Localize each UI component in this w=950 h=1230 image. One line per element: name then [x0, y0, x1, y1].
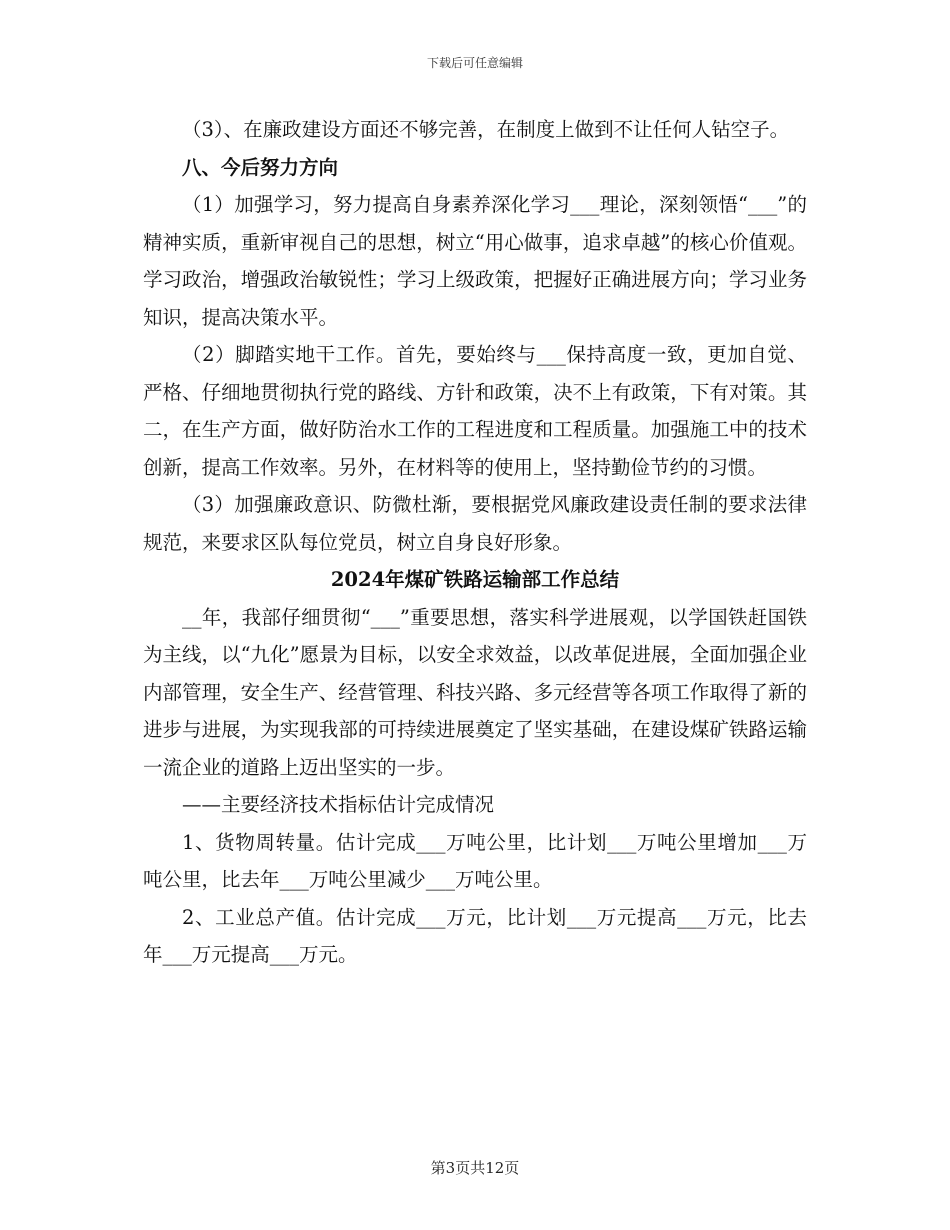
paragraph-practical-work: （2）脚踏实地干工作。首先，要始终与___保持高度一致，更加自觉、严格、仔细地贯彻执行党的路线、方针和政策，决不上有政策，下有对策。其二，在生产方面，做好防治水工作的工程进度和工程质量。加强施工中的技术创新，提高工作效率。另外，在材料等的使用上，坚持勤俭节约的习惯。 — [143, 343, 807, 479]
page-header: 下载后可任意编辑 — [426, 56, 523, 70]
document-body — [143, 111, 807, 974]
paragraph-strengthen-learning: （1）加强学习，努力提高自身素养深化学习___理论，深刻领悟“___”的精神实质，重新审视自己的思想，树立“用心做事，追求卓越”的核心价值观。学习政治，增强政治敏锐性；学习上级政策，把握好正确进展方向；学习业务知识，提高决策水平。 — [143, 193, 807, 329]
page-number: 第3页共12页 — [430, 1159, 520, 1177]
paragraph-integrity-awareness: （3）加强廉政意识、防微杜渐，要根据党风廉政建设责任制的要求法律规范，来要求区队每位党员，树立自身良好形象。 — [143, 493, 807, 554]
section-heading-future-direction: 八、今后努力方向 — [182, 155, 339, 179]
paragraph-annual-summary: __年，我部仔细贯彻“___”重要思想，落实科学进展观，以学国铁赶国铁为主线，以“九化”愿景为目标，以安全求效益，以改革促进展，全面加强企业内部管理，安全生产、经营管理、科技兴路、多元经营等各项工作取得了新的进步与进展，为实现我部的可持续进展奠定了坚实基础，在建设煤矿铁路运输一流企业的道路上迈出坚实的一步。 — [143, 605, 807, 779]
paragraph-industrial-output: 2、工业总产值。估计完成___万元，比计划___万元提高___万元，比去年___万元提高___万元。 — [143, 905, 807, 966]
paragraph-anti-corruption-gap: （3）、在廉政建设方面还不够完善，在制度上做到不让任何人钻空子。 — [182, 118, 790, 141]
document-title: 2024年煤矿铁路运输部工作总结 — [330, 568, 620, 591]
paragraph-freight-turnover: 1、货物周转量。估计完成___万吨公里，比计划___万吨公里增加___万吨公里，比去年___万吨公里减少___万吨公里。 — [143, 830, 807, 891]
paragraph-indicators-heading: ——主要经济技术指标估计完成情况 — [182, 793, 495, 816]
